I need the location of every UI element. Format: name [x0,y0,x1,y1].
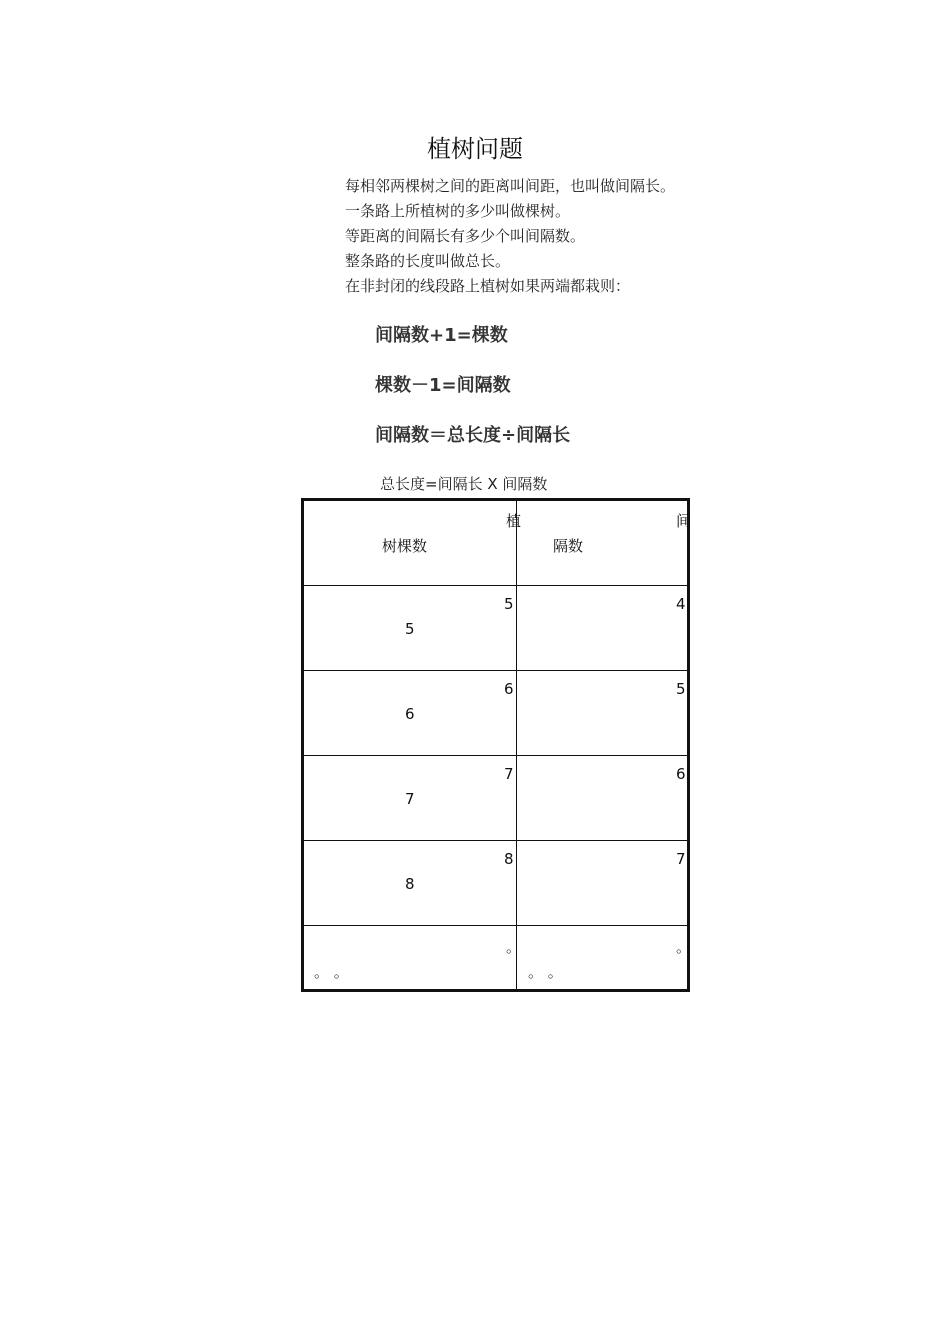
table-row-divider [304,670,687,671]
row3-col1-bottom: 7 [405,790,415,808]
rule-intro: 在非封闭的线段路上植树如果两端都栽则： [345,277,631,295]
definition-tree-count: 一条路上所植树的多少叫做棵树。 [345,202,571,220]
row2-col2-top: 5 [676,680,686,698]
last-row-col1-top: 。 [506,938,522,956]
table-row-divider [304,585,687,586]
formula-interval-division: 间隔数＝总长度÷间隔长 [375,425,571,446]
last-row-col2-bottom: 。 。 [528,963,563,981]
definition-total-length: 整条路的长度叫做总长。 [345,252,511,270]
row3-col1-top: 7 [504,765,514,783]
header-col2-top: 间 [676,512,692,530]
row1-col2-top: 4 [676,595,686,613]
tree-table [301,498,690,992]
page-title: 植树问题 [427,135,523,163]
header-col2-bottom: 隔数 [553,537,584,555]
row2-col1-bottom: 6 [405,705,415,723]
row2-col1-top: 6 [504,680,514,698]
row4-col1-bottom: 8 [405,875,415,893]
row1-col1-top: 5 [504,595,514,613]
header-col1-top: 植 [506,512,522,530]
last-row-col1-bottom: 。 。 [314,963,349,981]
formula-interval-count: 棵数－1=间隔数 [375,375,511,396]
row3-col2-top: 6 [676,765,686,783]
definition-interval-count: 等距离的间隔长有多少个叫间隔数。 [345,227,586,245]
table-row-divider [304,925,687,926]
table-row-divider [304,840,687,841]
definition-interval: 每相邻两棵树之间的距离叫间距，也叫做间隔长。 [345,177,676,195]
last-row-col2-top: 。 [676,938,692,956]
row4-col1-top: 8 [504,850,514,868]
row1-col1-bottom: 5 [405,620,415,638]
formula-total-length: 总长度=间隔长 X 间隔数 [380,475,548,493]
formula-tree-count: 间隔数+1=棵数 [375,325,508,346]
table-column-divider [516,501,517,989]
header-col1-bottom: 树棵数 [382,537,428,555]
row4-col2-top: 7 [676,850,686,868]
table-row-divider [304,755,687,756]
